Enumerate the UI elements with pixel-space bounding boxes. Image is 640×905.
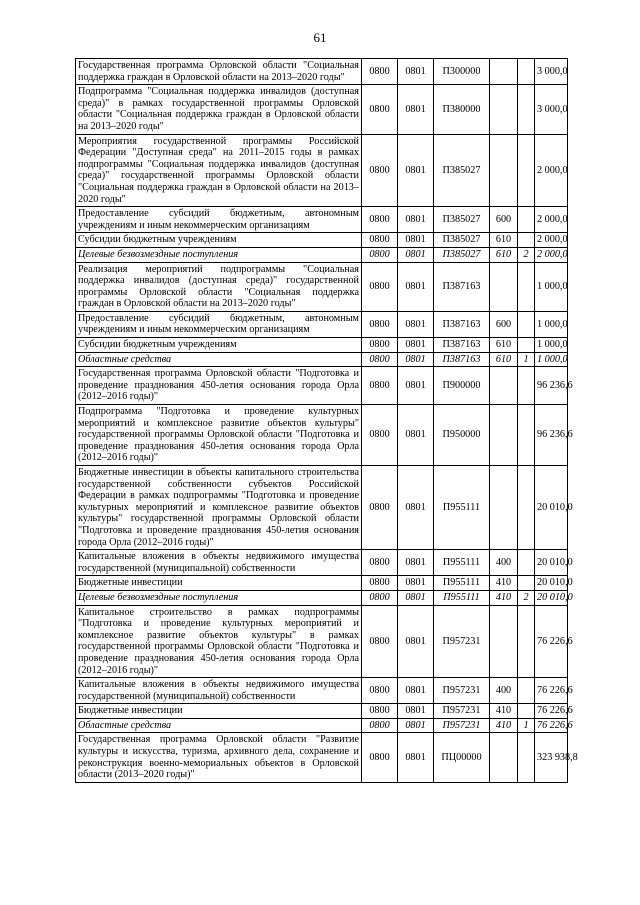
expense-type-cell bbox=[490, 733, 518, 782]
subsection-code-cell: 0801 bbox=[398, 233, 434, 248]
amount-cell: 76 226,6 bbox=[535, 704, 568, 719]
target-article-cell: П385027 bbox=[434, 247, 490, 262]
funding-source-cell bbox=[518, 311, 535, 337]
expense-type-cell: 400 bbox=[490, 678, 518, 704]
table-row bbox=[76, 338, 568, 353]
expense-type-cell: 400 bbox=[490, 550, 518, 576]
expense-type-cell bbox=[490, 367, 518, 405]
section-code-cell: 0800 bbox=[362, 207, 398, 233]
table-row bbox=[76, 352, 568, 367]
target-article-cell: П387163 bbox=[434, 311, 490, 337]
target-article-cell: П300000 bbox=[434, 59, 490, 85]
row-name-cell: Предоставление субсидий бюджетным, автономным учреждениям и иным некоммерческим организациям bbox=[76, 311, 362, 337]
expense-type-cell: 410 bbox=[490, 704, 518, 719]
amount-cell: 76 226,6 bbox=[535, 678, 568, 704]
target-article-cell: П955111 bbox=[434, 576, 490, 591]
subsection-code-cell: 0801 bbox=[398, 733, 434, 782]
row-name-cell: Бюджетные инвестиции в объекты капитального строительства государственной собственности субъектов Российской Федерации в рамках подпрограммы "Подготовка и проведение культурных мероприятий и комплексное развитие объектов культуры" государственной программы Орловской области "Подготовка и проведение празднования 450-летия основания города Орла (2012–2016 годы)" bbox=[76, 466, 362, 550]
funding-source-cell bbox=[518, 233, 535, 248]
table-row bbox=[76, 85, 568, 134]
target-article-cell: П955111 bbox=[434, 590, 490, 605]
table-row bbox=[76, 718, 568, 733]
funding-source-cell bbox=[518, 85, 535, 134]
section-code-cell: 0800 bbox=[362, 605, 398, 678]
funding-source-cell bbox=[518, 262, 535, 311]
amount-cell: 3 000,0 bbox=[535, 85, 568, 134]
row-name-cell: Бюджетные инвестиции bbox=[76, 704, 362, 719]
expense-type-cell bbox=[490, 405, 518, 466]
target-article-cell: П387163 bbox=[434, 262, 490, 311]
row-name-cell: Областные средства bbox=[76, 352, 362, 367]
expense-type-cell: 610 bbox=[490, 247, 518, 262]
funding-source-cell bbox=[518, 338, 535, 353]
funding-source-cell bbox=[518, 59, 535, 85]
section-code-cell: 0800 bbox=[362, 718, 398, 733]
row-name-cell: Субсидии бюджетным учреждениям bbox=[76, 233, 362, 248]
expense-type-cell: 610 bbox=[490, 338, 518, 353]
row-name-cell: Подпрограмма "Подготовка и проведение культурных мероприятий и комплексное развитие объектов культуры" государственной программы Орловской области "Подготовка и проведение празднования 450-летия основания города Орла (2012–2016 годы)" bbox=[76, 405, 362, 466]
expense-type-cell bbox=[490, 134, 518, 207]
row-name-cell: Капитальное строительство в рамках подпрограммы "Подготовка и проведение культурных мероприятий и комплексное развитие объектов культуры" в рамках государственной программы Орловской области "Подготовка и проведение празднования 450-летия основания города Орла (2012–2016 годы)" bbox=[76, 605, 362, 678]
subsection-code-cell: 0801 bbox=[398, 590, 434, 605]
budget-table bbox=[75, 58, 578, 783]
subsection-code-cell: 0801 bbox=[398, 466, 434, 550]
funding-source-cell bbox=[518, 576, 535, 591]
subsection-code-cell: 0801 bbox=[398, 405, 434, 466]
row-name-cell: Субсидии бюджетным учреждениям bbox=[76, 338, 362, 353]
row-name-cell: Подпрограмма "Социальная поддержка инвалидов (доступная среда)" в рамках государственной программы Орловской области "Социальная поддержка граждан в Орловской области на 2013–2020 годы" bbox=[76, 85, 362, 134]
funding-source-cell bbox=[518, 733, 535, 782]
row-name-cell: Целевые безвозмездные поступления bbox=[76, 247, 362, 262]
subsection-code-cell: 0801 bbox=[398, 134, 434, 207]
row-name-cell: Бюджетные инвестиции bbox=[76, 576, 362, 591]
subsection-code-cell: 0801 bbox=[398, 247, 434, 262]
row-name-cell: Предоставление субсидий бюджетным, автономным учреждениям и иным некоммерческим организациям bbox=[76, 207, 362, 233]
subsection-code-cell: 0801 bbox=[398, 338, 434, 353]
funding-source-cell bbox=[518, 605, 535, 678]
section-code-cell: 0800 bbox=[362, 233, 398, 248]
target-article-cell: П955111 bbox=[434, 550, 490, 576]
expense-type-cell: 610 bbox=[490, 233, 518, 248]
target-article-cell: ПЦ00000 bbox=[434, 733, 490, 782]
section-code-cell: 0800 bbox=[362, 247, 398, 262]
row-name-cell: Капитальные вложения в объекты недвижимого имущества государственной (муниципальной) собственности bbox=[76, 678, 362, 704]
amount-cell: 20 010,0 bbox=[535, 590, 568, 605]
target-article-cell: П950000 bbox=[434, 405, 490, 466]
subsection-code-cell: 0801 bbox=[398, 605, 434, 678]
table-row bbox=[76, 247, 568, 262]
amount-cell: 3 000,0 bbox=[535, 59, 568, 85]
table-row bbox=[76, 466, 568, 550]
amount-cell: 2 000,0 bbox=[535, 207, 568, 233]
expense-type-cell: 410 bbox=[490, 718, 518, 733]
table-row bbox=[76, 605, 568, 678]
section-code-cell: 0800 bbox=[362, 405, 398, 466]
target-article-cell: П957231 bbox=[434, 678, 490, 704]
subsection-code-cell: 0801 bbox=[398, 207, 434, 233]
page-number: 61 bbox=[313, 30, 327, 45]
section-code-cell: 0800 bbox=[362, 338, 398, 353]
expense-type-cell: 600 bbox=[490, 207, 518, 233]
expense-type-cell bbox=[490, 85, 518, 134]
section-code-cell: 0800 bbox=[362, 590, 398, 605]
amount-cell: 96 236,6 bbox=[535, 405, 568, 466]
funding-source-cell bbox=[518, 405, 535, 466]
subsection-code-cell: 0801 bbox=[398, 311, 434, 337]
amount-cell: 20 010,0 bbox=[535, 466, 568, 550]
subsection-code-cell: 0801 bbox=[398, 352, 434, 367]
amount-cell: 1 000,0 bbox=[535, 338, 568, 353]
expense-type-cell bbox=[490, 59, 518, 85]
amount-cell: 76 226,6 bbox=[535, 605, 568, 678]
table-row bbox=[76, 262, 568, 311]
target-article-cell: П385027 bbox=[434, 134, 490, 207]
subsection-code-cell: 0801 bbox=[398, 576, 434, 591]
amount-cell: 323 938,8 bbox=[535, 733, 568, 782]
section-code-cell: 0800 bbox=[362, 352, 398, 367]
subsection-code-cell: 0801 bbox=[398, 678, 434, 704]
table-body bbox=[76, 59, 578, 783]
funding-source-cell: 1 bbox=[518, 352, 535, 367]
funding-source-cell bbox=[518, 134, 535, 207]
table-row bbox=[76, 576, 568, 591]
expense-type-cell bbox=[490, 262, 518, 311]
amount-cell: 76 226,6 bbox=[535, 718, 568, 733]
table-row bbox=[76, 405, 568, 466]
expense-type-cell: 410 bbox=[490, 576, 518, 591]
section-code-cell: 0800 bbox=[362, 576, 398, 591]
row-name-cell: Областные средства bbox=[76, 718, 362, 733]
table-row bbox=[76, 134, 568, 207]
amount-cell: 96 236,6 bbox=[535, 367, 568, 405]
row-name-cell: Государственная программа Орловской области "Социальная поддержка граждан в Орловской области на 2013–2020 годы" bbox=[76, 59, 362, 85]
table-row bbox=[76, 311, 568, 337]
target-article-cell: П380000 bbox=[434, 85, 490, 134]
amount-cell: 1 000,0 bbox=[535, 352, 568, 367]
target-article-cell: П385027 bbox=[434, 207, 490, 233]
table-row bbox=[76, 367, 568, 405]
expense-type-cell: 600 bbox=[490, 311, 518, 337]
target-article-cell: П957231 bbox=[434, 718, 490, 733]
target-article-cell: П387163 bbox=[434, 338, 490, 353]
section-code-cell: 0800 bbox=[362, 262, 398, 311]
target-article-cell: П900000 bbox=[434, 367, 490, 405]
table-row bbox=[76, 733, 568, 782]
row-name-cell: Государственная программа Орловской области "Подготовка и проведение празднования 450-летия основания города Орла (2012–2016 годы)" bbox=[76, 367, 362, 405]
funding-source-cell bbox=[518, 550, 535, 576]
amount-cell: 20 010,0 bbox=[535, 576, 568, 591]
table-row bbox=[76, 233, 568, 248]
table-row bbox=[76, 704, 568, 719]
amount-cell: 2 000,0 bbox=[535, 134, 568, 207]
target-article-cell: П385027 bbox=[434, 233, 490, 248]
section-code-cell: 0800 bbox=[362, 85, 398, 134]
funding-source-cell: 2 bbox=[518, 247, 535, 262]
amount-cell: 1 000,0 bbox=[535, 311, 568, 337]
table-row bbox=[76, 550, 568, 576]
amount-cell: 20 010,0 bbox=[535, 550, 568, 576]
target-article-cell: П957231 bbox=[434, 605, 490, 678]
section-code-cell: 0800 bbox=[362, 367, 398, 405]
target-article-cell: П957231 bbox=[434, 704, 490, 719]
section-code-cell: 0800 bbox=[362, 733, 398, 782]
expense-type-cell bbox=[490, 466, 518, 550]
funding-source-cell bbox=[518, 466, 535, 550]
target-article-cell: П955111 bbox=[434, 466, 490, 550]
table-row bbox=[76, 207, 568, 233]
expense-type-cell bbox=[490, 605, 518, 678]
section-code-cell: 0800 bbox=[362, 311, 398, 337]
subsection-code-cell: 0801 bbox=[398, 59, 434, 85]
subsection-code-cell: 0801 bbox=[398, 367, 434, 405]
row-name-cell: Целевые безвозмездные поступления bbox=[76, 590, 362, 605]
funding-source-cell bbox=[518, 704, 535, 719]
section-code-cell: 0800 bbox=[362, 678, 398, 704]
amount-cell: 1 000,0 bbox=[535, 262, 568, 311]
table-row bbox=[76, 59, 568, 85]
subsection-code-cell: 0801 bbox=[398, 550, 434, 576]
subsection-code-cell: 0801 bbox=[398, 704, 434, 719]
row-name-cell: Капитальные вложения в объекты недвижимого имущества государственной (муниципальной) собственности bbox=[76, 550, 362, 576]
row-name-cell: Мероприятия государственной программы Российской Федерации "Доступная среда" на 2011–2015 годы в рамках подпрограммы "Социальная поддержка инвалидов (доступная среда)" государственной программы Орловской области "Социальная поддержка граждан в Орловской области на 2013–2020 годы" bbox=[76, 134, 362, 207]
section-code-cell: 0800 bbox=[362, 704, 398, 719]
target-article-cell: П387163 bbox=[434, 352, 490, 367]
subsection-code-cell: 0801 bbox=[398, 262, 434, 311]
funding-source-cell bbox=[518, 367, 535, 405]
row-name-cell: Государственная программа Орловской области "Развитие культуры и искусства, туризма, архивного дела, сохранение и реконструкция военно-мемориальных объектов в Орловской области (2013–2020 годы)" bbox=[76, 733, 362, 782]
amount-cell: 2 000,0 bbox=[535, 247, 568, 262]
row-name-cell: Реализация мероприятий подпрограммы "Социальная поддержка инвалидов (доступная среда)" государственной программы Орловской области "Социальная поддержка граждан в Орловской области на 2013–2020 годы" bbox=[76, 262, 362, 311]
expense-type-cell: 610 bbox=[490, 352, 518, 367]
amount-cell: 2 000,0 bbox=[535, 233, 568, 248]
funding-source-cell bbox=[518, 207, 535, 233]
subsection-code-cell: 0801 bbox=[398, 85, 434, 134]
expense-type-cell: 410 bbox=[490, 590, 518, 605]
funding-source-cell: 1 bbox=[518, 718, 535, 733]
section-code-cell: 0800 bbox=[362, 550, 398, 576]
funding-source-cell bbox=[518, 678, 535, 704]
table-row bbox=[76, 590, 568, 605]
subsection-code-cell: 0801 bbox=[398, 718, 434, 733]
section-code-cell: 0800 bbox=[362, 59, 398, 85]
funding-source-cell: 2 bbox=[518, 590, 535, 605]
section-code-cell: 0800 bbox=[362, 466, 398, 550]
section-code-cell: 0800 bbox=[362, 134, 398, 207]
table-row bbox=[76, 678, 568, 704]
